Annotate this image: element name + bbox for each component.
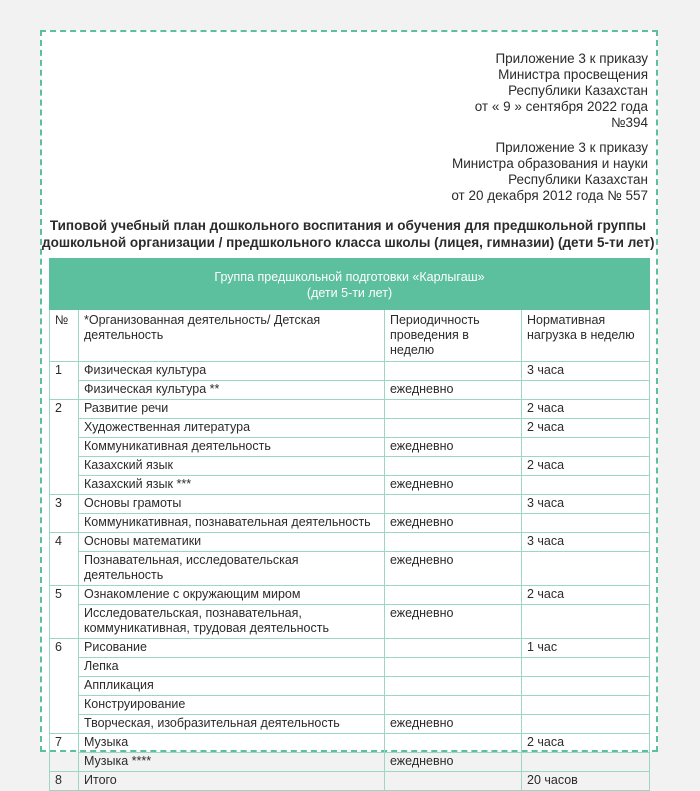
group-header-row <box>50 259 650 310</box>
appendix-line: от 20 декабря 2012 года № 557 <box>451 188 648 203</box>
load-cell <box>522 514 650 533</box>
load-cell <box>522 381 650 400</box>
frequency-cell <box>385 400 522 419</box>
header-activity: *Организованная деятельность/ Детская деятельность <box>79 310 385 362</box>
table-row <box>50 381 650 400</box>
table-row <box>50 362 650 381</box>
activity-cell: Коммуникативная, познавательная деятельность <box>79 514 385 533</box>
activity-cell: Музыка <box>79 734 385 753</box>
load-cell <box>522 658 650 677</box>
appendix-line: №394 <box>610 115 648 130</box>
activity-cell: Рисование <box>79 639 385 658</box>
frequency-cell <box>385 658 522 677</box>
table-row <box>50 438 650 457</box>
title-line: дошкольной организации / предшкольного класса школы (лицея, гимназии) (дети 5-ти лет) <box>42 235 655 250</box>
frequency-cell: ежедневно <box>385 605 522 639</box>
activity-cell: Конструирование <box>79 696 385 715</box>
activity-cell: Аппликация <box>79 677 385 696</box>
table-row <box>50 753 650 772</box>
frequency-cell <box>385 639 522 658</box>
document-page <box>40 30 658 787</box>
load-cell: 3 часа <box>522 495 650 514</box>
activity-cell: Развитие речи <box>79 400 385 419</box>
appendix-line: Министра образования и науки <box>451 156 648 171</box>
table-row <box>50 639 650 658</box>
frequency-cell: ежедневно <box>385 753 522 772</box>
activity-cell: Коммуникативная деятельность <box>79 438 385 457</box>
load-cell <box>522 476 650 495</box>
frequency-cell: ежедневно <box>385 476 522 495</box>
table-row <box>50 715 650 734</box>
activity-cell: Основы математики <box>79 533 385 552</box>
activity-cell: Казахский язык <box>79 457 385 476</box>
activity-cell: Познавательная, исследовательская деятельность <box>79 552 385 586</box>
table-row <box>50 400 650 419</box>
frequency-cell: ежедневно <box>385 381 522 400</box>
curriculum-table <box>49 258 650 791</box>
frequency-cell <box>385 457 522 476</box>
frequency-cell: ежедневно <box>385 514 522 533</box>
table-row <box>50 586 650 605</box>
row-number: 3 <box>50 495 79 533</box>
load-cell <box>522 696 650 715</box>
load-cell <box>522 753 650 772</box>
load-cell <box>522 605 650 639</box>
activity-cell: Физическая культура ** <box>79 381 385 400</box>
header-num: № <box>50 310 79 362</box>
appendix-line: Министра просвещения <box>498 67 648 82</box>
document-title <box>42 217 655 251</box>
load-cell <box>522 552 650 586</box>
load-cell <box>522 438 650 457</box>
load-cell <box>522 677 650 696</box>
frequency-cell <box>385 677 522 696</box>
row-number: 6 <box>50 639 79 734</box>
activity-cell: Лепка <box>79 658 385 677</box>
appendix-reference-2 <box>451 140 648 204</box>
appendix-line: Республики Казахстан <box>508 172 648 187</box>
row-number: 5 <box>50 586 79 639</box>
frequency-cell: ежедневно <box>385 715 522 734</box>
row-number: 8 <box>50 772 79 791</box>
table-row <box>50 677 650 696</box>
frequency-cell: ежедневно <box>385 552 522 586</box>
table-row <box>50 419 650 438</box>
load-cell: 3 часа <box>522 362 650 381</box>
load-cell <box>522 715 650 734</box>
header-frequency: Периодичность проведения в неделю <box>385 310 522 362</box>
table-row <box>50 495 650 514</box>
table-row <box>50 476 650 495</box>
header-load: Нормативная нагрузка в неделю <box>522 310 650 362</box>
appendix-line: Республики Казахстан <box>508 83 648 98</box>
group-title-line: Группа предшкольной подготовки «Карлыгаш» <box>214 270 485 284</box>
group-title-line: (дети 5-ти лет) <box>306 286 393 300</box>
frequency-cell <box>385 586 522 605</box>
appendix-reference-1 <box>475 51 648 131</box>
frequency-cell <box>385 772 522 791</box>
row-number: 2 <box>50 400 79 495</box>
load-cell: 2 часа <box>522 734 650 753</box>
activity-cell: Художественная литература <box>79 419 385 438</box>
row-number: 7 <box>50 734 79 772</box>
appendix-line: Приложение 3 к приказу <box>495 140 648 155</box>
table-row <box>50 772 650 791</box>
table-row <box>50 552 650 586</box>
row-number: 4 <box>50 533 79 586</box>
table-row <box>50 605 650 639</box>
load-cell: 2 часа <box>522 457 650 476</box>
activity-cell: Физическая культура <box>79 362 385 381</box>
frequency-cell <box>385 734 522 753</box>
column-header-row <box>50 310 650 362</box>
load-cell: 3 часа <box>522 533 650 552</box>
frequency-cell <box>385 696 522 715</box>
activity-cell: Исследовательская, познавательная, коммуникативная, трудовая деятельность <box>79 605 385 639</box>
load-cell: 20 часов <box>522 772 650 791</box>
title-line: Типовой учебный план дошкольного воспитания и обучения для предшкольной группы <box>49 218 646 233</box>
table-row <box>50 734 650 753</box>
row-number: 1 <box>50 362 79 400</box>
table-row <box>50 696 650 715</box>
activity-cell: Музыка **** <box>79 753 385 772</box>
frequency-cell: ежедневно <box>385 438 522 457</box>
frequency-cell <box>385 495 522 514</box>
activity-cell: Ознакомление с окружающим миром <box>79 586 385 605</box>
activity-cell: Казахский язык *** <box>79 476 385 495</box>
table-row <box>50 514 650 533</box>
load-cell: 2 часа <box>522 400 650 419</box>
activity-cell: Итого <box>79 772 385 791</box>
frequency-cell <box>385 362 522 381</box>
table-row <box>50 658 650 677</box>
load-cell: 2 часа <box>522 419 650 438</box>
frequency-cell <box>385 533 522 552</box>
load-cell: 1 час <box>522 639 650 658</box>
activity-cell: Основы грамоты <box>79 495 385 514</box>
group-title <box>50 259 650 310</box>
table-row <box>50 533 650 552</box>
activity-cell: Творческая, изобразительная деятельность <box>79 715 385 734</box>
frequency-cell <box>385 419 522 438</box>
load-cell: 2 часа <box>522 586 650 605</box>
table-row <box>50 457 650 476</box>
appendix-line: от « 9 » сентября 2022 года <box>474 99 648 114</box>
table-body <box>50 362 650 791</box>
appendix-line: Приложение 3 к приказу <box>495 51 648 66</box>
